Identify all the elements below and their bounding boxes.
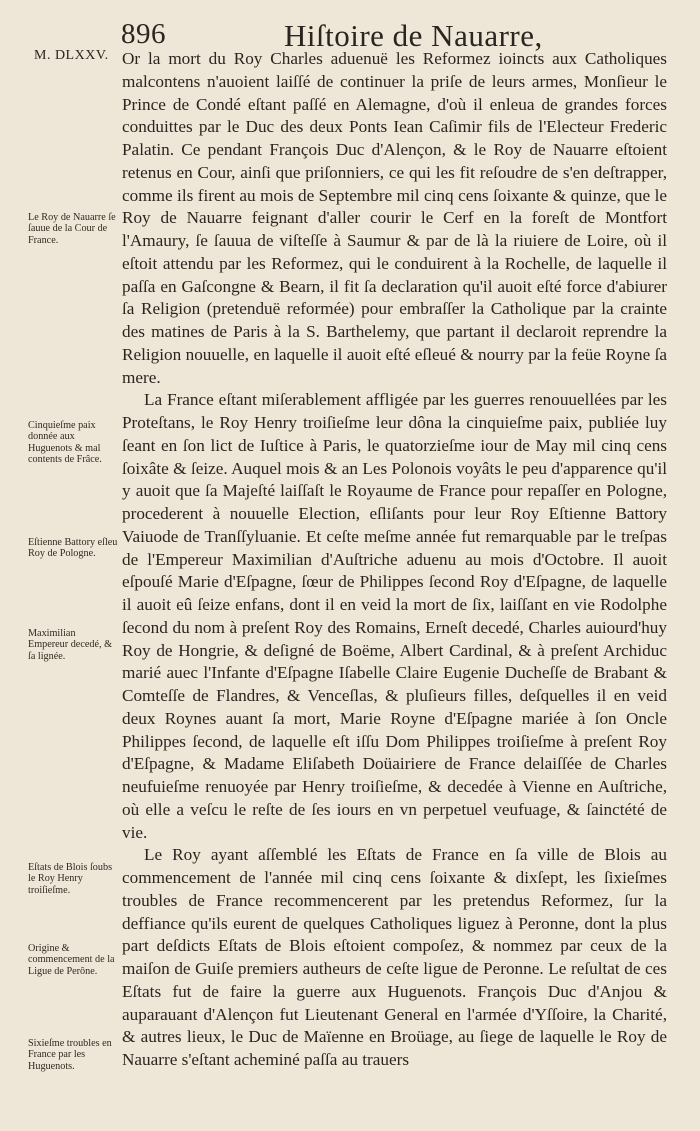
margin-note-escape: Le Roy de Nauarre ſe ſauue de la Cour de France. xyxy=(28,212,116,246)
page-number: 896 xyxy=(121,18,166,50)
margin-note-fifth-peace: Cinquieſme paix donnée aux Huguenots & mal contents de Frâce. xyxy=(28,420,102,465)
margin-note-estates-blois: Eſtats de Blois ſoubs le Roy Henry troiſieſme. xyxy=(28,862,113,896)
paragraph-2: La France eſtant miſerablement affligée par les guerres renouuellées par les Proteſtans, le Roy Henry troiſieſme leur dôna la cinquieſme paix, publiée luy ſeant en ſon lict de Iuſtice à Paris, le quatorzieſme iour de May mil cinq cens ſoixâte & ſeize. Auquel mois & an Les Polonois voyâts le peu d'apparence qu'il y auoit que ſa Majeſté laiſſaſt le Royaume de France pour repaſſer en Pologne, procederent à nouuelle Election, eſliſants pour leur Roy Eſtienne Battory Vaiuode de Tranſſyluanie. Et ceſte meſme année fut remarquable par le treſpas de l'Empereur Maximilian d'Auſtriche aduenu au mois d'Octobre. Il auoit eſpouſé Marie d'Eſpagne, ſœur de Philippes ſecond Roy d'Eſpagne, de laquelle il auoit eû ſeize enfans, dont il en veid la mort de ſix, laiſſant en vie Rodolphe ſecond du nom à preſent Roy des Romains, Erneſt decedé, Charles auiourd'huy Roy de Hongrie, & deſigné de Boëme, Albert Cardinal, & à preſent Archiduc marié auec l'Infante d'Eſpagne Iſabelle Claire Eugenie Ducheſſe de Brabant & Comteſſe de Flandres, & Venceſlas, & pluſieurs filles, deſquelles il en veid deux Roynes auant ſa mort, Marie Royne d'Eſpagne mariée à ſon Oncle Philippes ſecond, de laquelle eſt iſſu Dom Philippes troiſieſme à preſent Roy d'Eſpagne, & Madame Eliſabeth Doüairiere de France delaiſſée de Charles neufuieſme renuoyée par Henry troiſieſme, & decedée à Vienne en Auſtriche, où elle a veſcu le reſte de ſes iours en vn perpetuel veufuage, & ſainctété de vie. xyxy=(122,390,667,842)
running-title: Hiſtoire de Nauarre, xyxy=(284,18,543,53)
margin-note-sixth-troubles: Sixieſme troubles en France par les Huguenots. xyxy=(28,1038,112,1072)
margin-note-maximilian: Maximilian Empereur decedé, & ſa lignée. xyxy=(28,628,113,662)
margin-note-battory: Eſtienne Battory eſleu Roy de Pologne. xyxy=(28,537,118,560)
margin-note-ligue-peronne: Origine & commencement de la Ligue de Perône. xyxy=(28,943,115,977)
year-marginal: M. DLXXV. xyxy=(34,48,109,63)
paragraph-3: Le Roy ayant aſſemblé les Eſtats de France en ſa ville de Blois au commencement de l'année mil cinq cens ſoixante & dixſept, les ſixieſmes troubles de France recommencerent par les pretendus Reformez, ſur la deffiance qu'ils eurent de quelques Catholiques liguez à Peronne, dont la plus part deſdicts Eſtats de Blois eſtoient compoſez, & nommez par ceux de la maiſon de Guiſe premiers autheurs de ceſte ligue de Peronne. Le reſultat de ces Eſtats fut de faire la guerre aux Huguenots. François Duc d'Anjou & auparauant d'Alençon fut Lieutenant General en l'armée d'Yſſoire, la Charité, & autres lieux, le Duc de Maïenne en Broüage, au ſiege de laquelle le Roy de Nauarre s'eſtant acheminé paſſa au trauers xyxy=(122,845,667,1069)
main-text xyxy=(122,48,667,1072)
paragraph-1: Or la mort du Roy Charles aduenuë les Reformez ioincts aux Catholiques malcontens n'auoient laiſſé de continuer la priſe de leurs armes, Monſieur le Prince de Condé eſtant paſſé en Alemagne, d'où il enleua de grandes forces conduittes par le Duc des deux Ponts Iean Caſimir fils de l'Electeur Frederic Palatin. Ce pendant François Duc d'Alençon, & le Roy de Nauarre eſtoient retenus en Cour, ainſi que priſonniers, ce qui les fit reſoudre de s'en deſtrapper, comme ils firent au mois de Septembre mil cinq cens ſoixante & quinze, que le Roy de Nauarre feignant d'aller courir le Cerf en la foreſt de Montfort l'Amaury, ſe ſauua de viſteſſe à Saumur & par de là la riuiere de Loire, où il eſtoit attendu par les Reformez, qui le conduirent à la Rochelle, de laquelle il paſſa en Gaſcongne & Bearn, il fit ſa declaration qu'il auoit eſté force d'abiurer ſa Religion (pretenduë reformée) pour embraſſer la Catholique par la crainte des matines de Paris à la S. Barthelemy, que partant il declaroit reprendre la Religion nouuelle, en laquelle il auoit eſté eſleué & nourry par la feüe Royne ſa mere. xyxy=(122,49,667,387)
